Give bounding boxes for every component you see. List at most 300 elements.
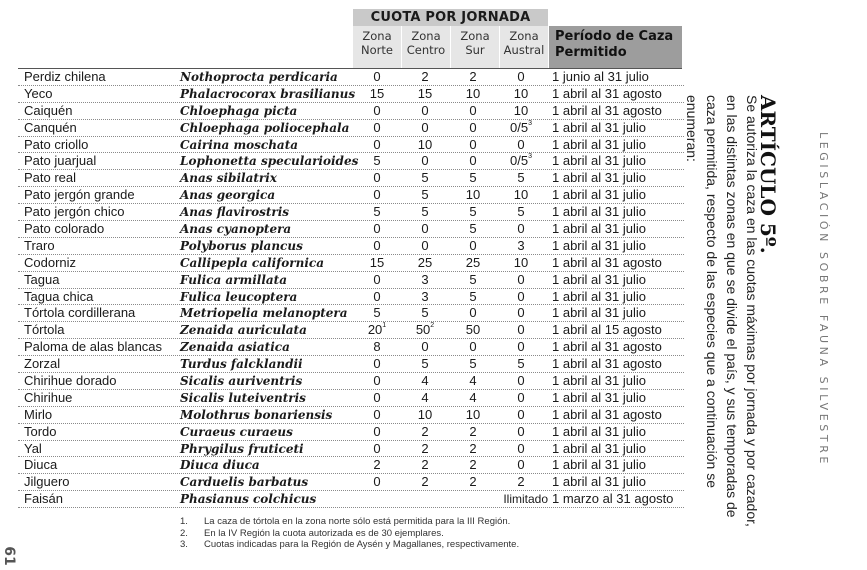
- quota-sur-value: 5: [469, 288, 477, 304]
- scientific-name-value: Metriopelia melanoptera: [180, 306, 348, 321]
- quota-norte: [353, 153, 401, 169]
- header-divider: [499, 26, 500, 68]
- footnote-number: 1.: [180, 516, 188, 527]
- hunting-period: [552, 339, 662, 355]
- quota-austral: [497, 356, 545, 372]
- quota-austral-value: 5: [517, 356, 525, 372]
- quota-header: CUOTA POR JORNADA: [353, 9, 548, 26]
- table-row: [18, 221, 684, 238]
- quota-centro-value: 0: [421, 119, 429, 135]
- quota-austral: [497, 305, 545, 321]
- quota-centro: [401, 86, 449, 102]
- quota-centro: [401, 204, 449, 220]
- quota-norte-value: 0: [373, 373, 381, 389]
- quota-norte: [353, 474, 401, 490]
- scientific-name: [180, 390, 306, 406]
- common-name-value: Faisán: [24, 491, 64, 507]
- scientific-name-value: Molothrus bonariensis: [180, 407, 333, 422]
- hunting-period-value: 1 abril al 31 julio: [552, 440, 646, 456]
- period-header: [549, 26, 682, 68]
- common-name-value: Traro: [24, 237, 55, 253]
- quota-austral: [497, 457, 545, 473]
- hunting-period-value: 1 junio al 31 julio: [552, 69, 649, 84]
- hunting-period: [552, 356, 662, 372]
- hunting-period: [552, 137, 646, 153]
- quota-sur-value: 0: [469, 102, 477, 118]
- common-name-value: Zorzal: [24, 356, 61, 372]
- quota-austral-value: 5: [517, 170, 525, 186]
- scientific-name-value: Sicalis auriventris: [180, 374, 303, 389]
- quota-norte: [353, 339, 401, 355]
- common-name: [24, 238, 55, 254]
- hunting-period-value: 1 abril al 15 agosto: [552, 322, 662, 338]
- period-header-line1: Período de Caza: [555, 29, 674, 44]
- quota-centro: [401, 373, 449, 389]
- quota-norte-value: 0: [373, 440, 381, 456]
- table-row: [18, 86, 684, 103]
- common-name: [24, 103, 72, 119]
- quota-centro-value: 0: [421, 339, 429, 355]
- quota-sur: [449, 238, 497, 254]
- quota-sur: [449, 441, 497, 457]
- common-name-value: Canquén: [24, 119, 77, 135]
- quota-norte-value: 0: [373, 356, 381, 372]
- quota-sur-value: 25: [465, 254, 481, 270]
- quota-norte: [353, 390, 401, 406]
- quota-centro: [401, 137, 449, 153]
- quota-sur: [449, 86, 497, 102]
- scientific-name: [180, 221, 291, 237]
- quota-austral-value: 5: [517, 204, 525, 220]
- quota-centro-value: 10: [417, 136, 433, 152]
- scientific-name: [180, 187, 275, 203]
- quota-sur-value: 10: [465, 85, 481, 101]
- quota-austral-value: 10: [513, 187, 529, 203]
- common-name-value: Pato colorado: [24, 221, 105, 237]
- quota-norte: [353, 86, 401, 102]
- zone-header-austral: [500, 26, 548, 68]
- quota-austral-value: 2: [517, 474, 525, 490]
- scientific-name-value: Zenaida asiatica: [180, 340, 290, 355]
- quota-sur-value: 10: [465, 406, 481, 422]
- quota-sur-value: 5: [469, 221, 477, 237]
- period-header-line2: Permitido: [555, 45, 627, 60]
- quota-sur: [449, 457, 497, 473]
- quota-centro: [401, 339, 449, 355]
- hunting-period: [552, 69, 649, 85]
- zone-header-line2: Centro: [406, 43, 446, 57]
- table-row: [18, 255, 684, 272]
- footnote-ref: 3: [528, 119, 532, 127]
- scientific-name: [180, 491, 316, 507]
- common-name: [24, 221, 104, 237]
- quota-centro-value: 25: [417, 254, 433, 270]
- quota-norte-value: 0: [373, 102, 381, 118]
- scientific-name-value: Anas flavirostris: [180, 205, 290, 220]
- running-head: LEGISLACIÓN SOBRE FAUNA SILVESTRE: [817, 132, 830, 467]
- common-name: [24, 491, 63, 507]
- hunting-period-value: 1 abril al 31 julio: [552, 237, 646, 253]
- scientific-name-value: Carduelis barbatus: [180, 475, 309, 490]
- quota-austral: [497, 272, 545, 288]
- scientific-name-value: Chloephaga poliocephala: [180, 120, 350, 135]
- quota-norte-value: 8: [373, 339, 381, 355]
- quota-centro: [401, 221, 449, 237]
- hunting-period-value: 1 abril al 31 julio: [552, 389, 646, 405]
- quota-sur-value: 0: [469, 305, 477, 321]
- quota-centro-value: 0: [421, 237, 429, 253]
- quota-norte-value: 5: [373, 204, 381, 220]
- footnote-ref: 1: [382, 322, 387, 330]
- quota-austral: [497, 120, 545, 136]
- quota-centro-value: 5: [421, 356, 429, 372]
- quota-centro: [401, 305, 449, 321]
- quota-sur-value: 4: [469, 389, 477, 405]
- scientific-name-value: Callipepla californica: [180, 255, 324, 270]
- table-row: [18, 457, 684, 474]
- quota-norte: [353, 221, 401, 237]
- hunting-period: [552, 390, 646, 406]
- common-name-value: Codorniz: [24, 254, 77, 270]
- quota-austral: [497, 424, 545, 440]
- scientific-name: [180, 407, 332, 423]
- quota-norte-value: 0: [373, 423, 381, 439]
- table-row: [18, 424, 684, 441]
- hunting-period: [552, 187, 646, 203]
- common-name: [24, 424, 57, 440]
- common-name-value: Chirihue: [24, 389, 73, 405]
- table-row: [18, 238, 684, 255]
- quota-sur: [449, 390, 497, 406]
- quota-centro: [401, 103, 449, 119]
- quota-sur-value: 2: [469, 69, 477, 84]
- quota-centro: [401, 407, 449, 423]
- common-name: [24, 373, 117, 389]
- quota-norte-value: 0: [373, 136, 381, 152]
- quota-austral: [497, 390, 545, 406]
- quota-austral: [497, 170, 545, 186]
- quota-norte: [353, 69, 401, 85]
- quota-austral: [497, 322, 545, 338]
- scientific-name: [180, 170, 277, 186]
- quota-norte: [353, 204, 401, 220]
- quota-austral-value: 0: [517, 305, 525, 321]
- hunting-period-value: 1 marzo al 31 agosto: [552, 491, 674, 507]
- header-divider: [401, 26, 402, 68]
- scientific-name: [180, 424, 293, 440]
- hunting-period: [552, 441, 646, 457]
- quota-centro: [401, 153, 449, 169]
- common-name-value: Yal: [24, 440, 42, 456]
- common-name: [24, 390, 72, 406]
- table-row: [18, 322, 684, 339]
- quota-norte: [353, 137, 401, 153]
- hunting-period: [552, 170, 646, 186]
- common-name-value: Pato real: [24, 170, 77, 186]
- hunting-period-value: 1 abril al 31 agosto: [552, 406, 662, 422]
- scientific-name: [180, 103, 297, 119]
- zone-header-line2: Austral: [503, 43, 545, 57]
- quota-sur: [449, 339, 497, 355]
- hunting-period: [552, 255, 662, 271]
- quota-centro-value: 2: [421, 457, 429, 473]
- quota-sur-value: 5: [469, 204, 477, 220]
- quota-austral-value: 0: [517, 373, 525, 389]
- footnote-text: La caza de tórtola en la zona norte sólo está permitida para la III Región.: [204, 516, 511, 527]
- table-row: [18, 187, 684, 204]
- table-row: [18, 204, 684, 221]
- common-name-value: Pato juarjual: [24, 153, 97, 169]
- quota-norte-value: 0: [373, 288, 381, 304]
- common-name-value: Tórtola cordillerana: [24, 305, 136, 321]
- scientific-name: [180, 137, 298, 153]
- quota-centro-value: 5: [421, 305, 429, 321]
- hunting-period-value: 1 abril al 31 agosto: [552, 339, 662, 355]
- scientific-name-value: Diuca diuca: [180, 458, 260, 473]
- table-row: [18, 69, 684, 86]
- scientific-name-value: Turdus falcklandii: [180, 357, 303, 372]
- quota-norte-value: 0: [373, 221, 381, 237]
- quota-sur-value: 0: [469, 153, 477, 169]
- quota-centro: [401, 238, 449, 254]
- quota-austral-value: 0/5: [510, 119, 529, 135]
- hunting-period: [552, 424, 646, 440]
- quota-unlimited-value: Ilimitado: [503, 492, 548, 507]
- hunting-period: [552, 221, 646, 237]
- quota-centro: [401, 120, 449, 136]
- quota-centro-value: 4: [421, 389, 429, 405]
- hunting-period: [552, 457, 646, 473]
- quota-austral-value: 0: [517, 69, 525, 84]
- scientific-name: [180, 474, 308, 490]
- quota-sur: [449, 255, 497, 271]
- page-number: 61: [1, 546, 17, 566]
- hunting-period-value: 1 abril al 31 julio: [552, 373, 646, 389]
- hunting-period: [552, 204, 646, 220]
- quota-austral: [497, 407, 545, 423]
- quota-centro-value: 0: [421, 221, 429, 237]
- hunting-period: [552, 103, 662, 119]
- quota-sur: [449, 153, 497, 169]
- quota-sur-value: 5: [469, 356, 477, 372]
- scientific-name-value: Fulica leucoptera: [180, 289, 298, 304]
- quota-centro: [401, 441, 449, 457]
- hunting-period-value: 1 abril al 31 julio: [552, 136, 646, 152]
- quota-norte: [353, 120, 401, 136]
- quota-austral-value: 0: [517, 288, 525, 304]
- table-row: [18, 356, 684, 373]
- quota-norte-value: 15: [369, 254, 385, 270]
- common-name: [24, 339, 162, 355]
- footnote-ref: 3: [528, 153, 532, 161]
- common-name-value: Pato jergón chico: [24, 204, 125, 220]
- quota-norte: [353, 457, 401, 473]
- footnote-ref: 2: [430, 322, 435, 330]
- common-name-value: Pato criollo: [24, 136, 89, 152]
- common-name-value: Paloma de alas blancas: [24, 339, 163, 355]
- common-name: [24, 356, 60, 372]
- quota-centro-value: 2: [421, 69, 429, 84]
- quota-centro-value: 5: [421, 170, 429, 186]
- quota-austral-value: 0: [517, 389, 525, 405]
- hunting-period-value: 1 abril al 31 agosto: [552, 356, 662, 372]
- quota-norte-value: 0: [373, 406, 381, 422]
- quota-austral: [497, 137, 545, 153]
- quota-norte-value: 0: [373, 119, 381, 135]
- table-row: [18, 153, 684, 170]
- hunting-period-value: 1 abril al 31 julio: [552, 204, 646, 220]
- common-name: [24, 289, 93, 305]
- common-name: [24, 86, 52, 102]
- common-name-value: Tagua: [24, 271, 60, 287]
- hunting-period-value: 1 abril al 31 julio: [552, 457, 646, 473]
- scientific-name: [180, 238, 303, 254]
- hunting-period-value: 1 abril al 31 julio: [552, 221, 646, 237]
- quota-sur-value: 2: [469, 474, 477, 490]
- quota-austral: [497, 153, 545, 169]
- scientific-name-value: Anas sibilatrix: [180, 171, 277, 186]
- hunting-period-value: 1 abril al 31 julio: [552, 187, 646, 203]
- quota-austral-value: 10: [513, 254, 529, 270]
- common-name: [24, 204, 124, 220]
- quota-sur: [449, 356, 497, 372]
- scientific-name: [180, 339, 290, 355]
- quota-sur-value: 50: [465, 322, 481, 338]
- quota-unlimited: [488, 491, 548, 507]
- quota-norte-value: 20: [367, 322, 383, 338]
- quota-sur-value: 0: [469, 237, 477, 253]
- quota-sur-value: 0: [469, 136, 477, 152]
- quota-norte: [353, 238, 401, 254]
- hunting-period-value: 1 abril al 31 julio: [552, 423, 646, 439]
- common-name: [24, 255, 76, 271]
- common-name: [24, 120, 77, 136]
- quota-norte-value: 2: [373, 457, 381, 473]
- table-row: [18, 390, 684, 407]
- zone-header-line2: Sur: [465, 43, 485, 57]
- scientific-name: [180, 86, 355, 102]
- quota-norte: [353, 170, 401, 186]
- quota-austral-value: 0: [517, 423, 525, 439]
- quota-centro-value: 10: [417, 406, 433, 422]
- scientific-name-value: Phasianus colchicus: [180, 492, 317, 507]
- hunting-period-value: 1 abril al 31 julio: [552, 153, 646, 169]
- quota-norte: [353, 441, 401, 457]
- quota-centro: [401, 356, 449, 372]
- footnote-text: Cuotas indicadas para la Región de Aysén y Magallanes, respectivamente.: [204, 539, 520, 550]
- hunting-period: [552, 474, 646, 490]
- table-row: [18, 339, 684, 356]
- quota-sur: [449, 272, 497, 288]
- quota-sur-value: 2: [469, 457, 477, 473]
- quota-centro-value: 2: [421, 474, 429, 490]
- scientific-name-value: Sicalis luteiventris: [180, 390, 306, 405]
- common-name-value: Tagua chica: [24, 288, 94, 304]
- quota-centro: [401, 170, 449, 186]
- quota-centro-value: 50: [415, 322, 431, 338]
- footnote-text: En la IV Región la cuota autorizada es de 30 ejemplares.: [204, 527, 444, 539]
- quota-centro: [401, 187, 449, 203]
- common-name: [24, 187, 135, 203]
- quota-sur: [449, 407, 497, 423]
- quota-austral-value: 0: [517, 322, 525, 338]
- scientific-name-value: Phalacrocorax brasilianus: [180, 86, 356, 101]
- common-name: [24, 441, 42, 457]
- quota-austral: [497, 204, 545, 220]
- table-row: [18, 137, 684, 154]
- hunting-period: [552, 305, 646, 321]
- zone-header-centro: [402, 26, 450, 68]
- quota-sur: [449, 69, 497, 85]
- hunting-period: [552, 407, 662, 423]
- quota-austral-value: 0: [517, 440, 525, 456]
- hunting-period-value: 1 abril al 31 julio: [552, 474, 646, 490]
- scientific-name: [180, 373, 302, 389]
- quota-norte: [353, 103, 401, 119]
- table-row: [18, 289, 684, 306]
- common-name: [24, 322, 64, 338]
- quota-centro-value: 5: [421, 204, 429, 220]
- hunting-period-value: 1 abril al 31 julio: [552, 305, 646, 321]
- quota-centro-value: 0: [421, 153, 429, 169]
- quota-sur: [449, 289, 497, 305]
- hunting-period-value: 1 abril al 31 julio: [552, 119, 646, 135]
- quota-centro: [401, 289, 449, 305]
- zone-header-norte: [353, 26, 401, 68]
- quota-sur: [449, 474, 497, 490]
- common-name: [24, 457, 57, 473]
- quota-sur: [449, 204, 497, 220]
- common-name: [24, 474, 70, 490]
- scientific-name-value: Cairina moschata: [180, 137, 299, 152]
- zone-header-line1: Zona: [460, 29, 490, 43]
- quota-austral-value: 0: [517, 271, 525, 287]
- hunting-period: [552, 120, 646, 136]
- quota-norte-value: 5: [373, 305, 381, 321]
- common-name-value: Tórtola: [24, 322, 65, 338]
- zone-header-line1: Zona: [509, 29, 539, 43]
- quota-sur-value: 5: [469, 170, 477, 186]
- common-name-value: Perdiz chilena: [24, 69, 106, 84]
- common-name-value: Chirihue dorado: [24, 373, 117, 389]
- quota-norte-value: 0: [373, 237, 381, 253]
- scientific-name: [180, 457, 260, 473]
- scientific-name: [180, 204, 289, 220]
- quota-norte: [353, 373, 401, 389]
- table-row: [18, 305, 684, 322]
- quota-sur: [449, 305, 497, 321]
- quota-austral: [497, 187, 545, 203]
- quota-norte: [353, 289, 401, 305]
- hunting-period-value: 1 abril al 31 julio: [552, 288, 646, 304]
- quota-centro: [401, 69, 449, 85]
- hunting-period-value: 1 abril al 31 julio: [552, 170, 646, 186]
- common-name: [24, 305, 135, 321]
- zone-header-line1: Zona: [362, 29, 392, 43]
- common-name: [24, 272, 59, 288]
- article-body: Se autoriza la caza en las cuotas máximas por jornada y por cazador, en las distintas zonas en que se divide el país, y sus temporadas de caza permitida, respecto de las especies que a continuación se enumeran:: [684, 95, 760, 527]
- common-name-value: Mirlo: [24, 406, 53, 422]
- quota-austral-value: 0/5: [510, 153, 529, 169]
- common-name-value: Caiquén: [24, 102, 73, 118]
- quota-norte-value: 0: [373, 474, 381, 490]
- hunting-period-value: 1 abril al 31 agosto: [552, 85, 662, 101]
- quota-sur: [449, 373, 497, 389]
- footnote-number: 3.: [180, 539, 188, 550]
- quota-sur: [449, 221, 497, 237]
- scientific-name: [180, 153, 358, 169]
- quota-centro: [401, 457, 449, 473]
